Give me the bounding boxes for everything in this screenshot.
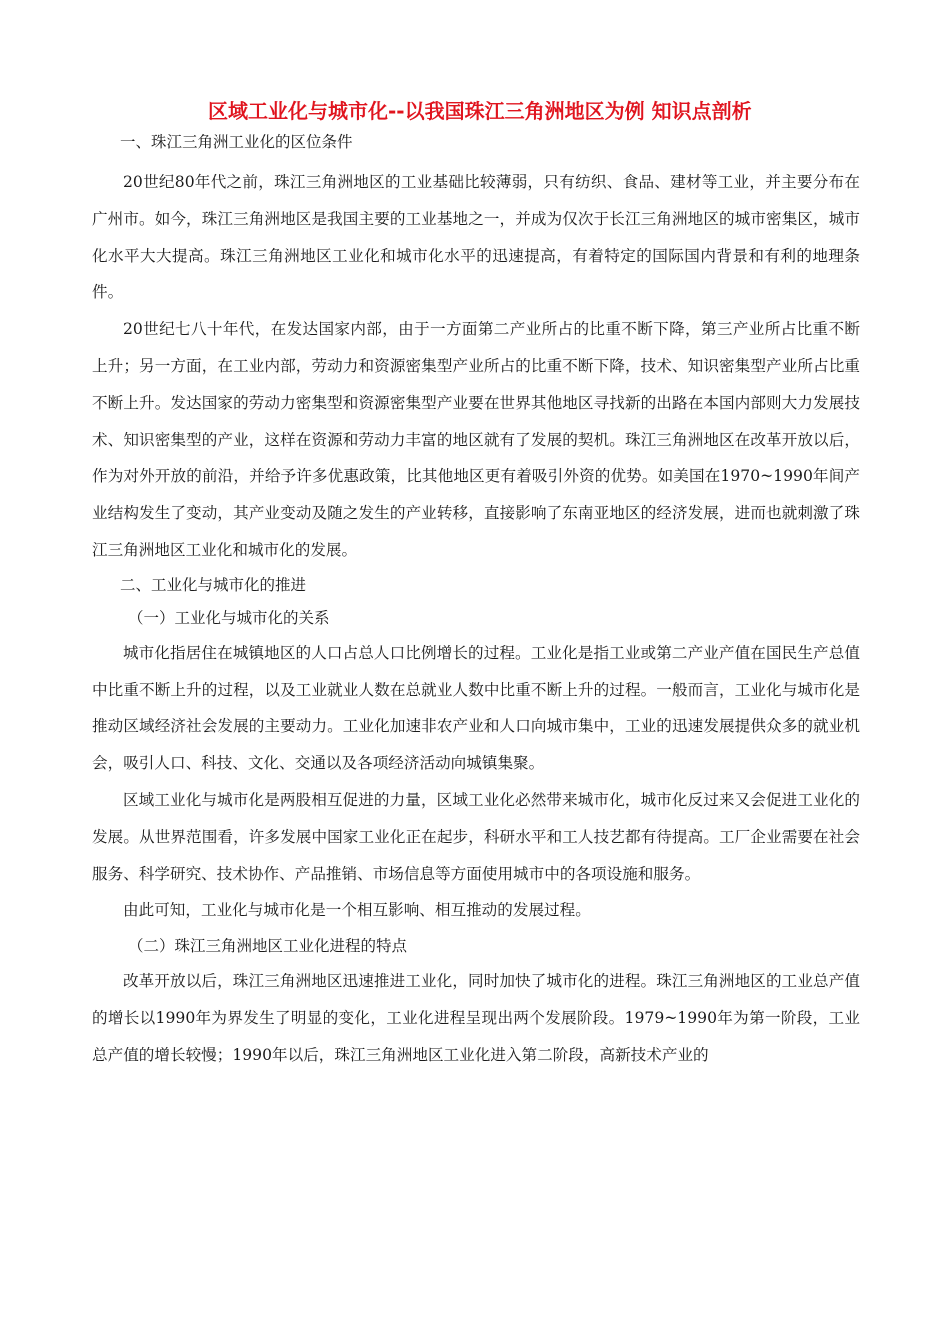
section-heading-1: 一、珠江三角洲工业化的区位条件 <box>120 133 353 151</box>
section-heading-2: 二、工业化与城市化的推进 <box>120 575 307 594</box>
subsection-heading-2: （二）珠江三角洲地区工业化进程的特点 <box>128 937 408 956</box>
paragraph-5: 由此可知，工业化与城市化是一个相互影响、相互推动的发展过程。 <box>123 901 591 920</box>
document-title: 区域工业化与城市化--以我国珠江三角洲地区为例 知识点剖析 <box>208 99 752 123</box>
paragraph-1: 20世纪80年代之前，珠江三角洲地区的工业基础比较薄弱，只有纺织、食品、建材等工业，并主要分布在广州市。如今，珠江三角洲地区是我国主要的工业基地之一，并成为仅次于长江三角洲地区的城市密集区，城市化水平大大提高。珠江三角洲地区工业化和城市化水平的迅速提高，有着特定的国际国内背景和有利的地理条件。 <box>92 173 860 302</box>
paragraph-4: 区域工业化与城市化是两股相互促进的力量，区域工业化必然带来城市化，城市化反过来又会促进工业化的发展。从世界范围看，许多发展中国家工业化正在起步，科研水平和工人技艺都有待提高。工厂企业需要在社会服务、科学研究、技术协作、产品推销、市场信息等方面使用城市中的各项设施和服务。 <box>92 790 860 883</box>
paragraph-3: 城市化指居住在城镇地区的人口占总人口比例增长的过程。工业化是指工业或第二产业产值在国民生产总值中比重不断上升的过程，以及工业就业人数在总就业人数中比重不断上升的过程。一般而言，工业化与城市化是推动区域经济社会发展的主要动力。工业化加速非农产业和人口向城市集中，工业的迅速发展提供众多的就业机会，吸引人口、科技、文化、交通以及各项经济活动向城镇集聚。 <box>92 643 860 773</box>
subsection-heading-1: （一）工业化与城市化的关系 <box>128 608 330 627</box>
paragraph-6: 改革开放以后，珠江三角洲地区迅速推进工业化，同时加快了城市化的进程。珠江三角洲地区的工业总产值的增长以1990年为界发生了明显的变化，工业化进程呈现出两个发展阶段。1979~1990年为第一阶段，工业总产值的增长较慢；1990年以后，珠江三角洲地区工业化进入第二阶段，高新技术产业的 <box>92 972 860 1064</box>
document-page <box>92 96 860 1074</box>
paragraph-2: 20世纪七八十年代，在发达国家内部，由于一方面第二产业所占的比重不断下降，第三产业所占比重不断上升；另一方面，在工业内部，劳动力和资源密集型产业所占的比重不断下降，技术、知识密集型产业所占比重不断上升。发达国家的劳动力密集型和资源密集型产业要在世界其他地区寻找新的出路在本国内部则大力发展技术、知识密集型的产业，这样在资源和劳动力丰富的地区就有了发展的契机。珠江三角洲地区在改革开放以后，作为对外开放的前沿，并给予许多优惠政策，比其他地区更有着吸引外资的优势。如美国在1970~1990年间产业结构发生了变动，其产业变动及随之发生的产业转移，直接影响了东南亚地区的经济发展，进而也就刺激了珠江三角洲地区工业化和城市化的发展。 <box>92 320 860 559</box>
